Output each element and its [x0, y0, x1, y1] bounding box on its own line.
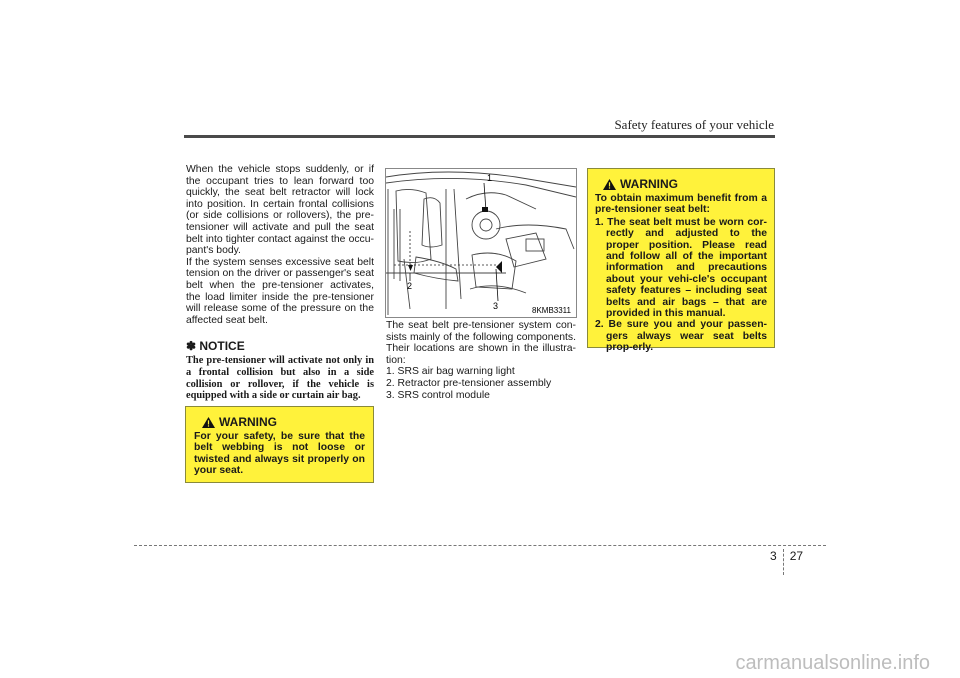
component-item-3: 3. SRS control module: [386, 389, 490, 401]
paragraph-load-limiter: If the system senses excessive seat belt tension on the driver or passenger's seat belt when the pre-tensioner activates, the load limiter inside the pre-tensioner will release some of the pressure on the affected seat belt.: [186, 256, 374, 326]
warning-list: [595, 217, 767, 354]
page-number-divider: [783, 549, 784, 575]
middle-column: [386, 320, 576, 401]
figure-code: 8KMB3311: [532, 306, 571, 315]
paragraph-retractor: When the vehicle stops suddenly, or if the occupant tries to lean forward too quickly, the seat belt retractor will lock into position. In certain frontal collisions (or side collisions or rollovers), the pre-tensioner will activate and pull the seat belt into tighter contact against the occu-pant's body.: [186, 164, 374, 257]
warning-title-text: WARNING: [620, 177, 678, 191]
warning-text: For your safety, be sure that the belt webbing is not loose or twisted and always sit properly on your seat.: [194, 431, 365, 477]
warning-title-text: WARNING: [219, 415, 277, 429]
component-item-1: 1. SRS air bag warning light: [386, 366, 515, 378]
component-item-2: 2. Retractor pre-tensioner assembly: [386, 377, 552, 389]
callout-1: 1: [487, 173, 493, 183]
warning-intro: To obtain maximum benefit from a pre-tensioner seat belt:: [595, 193, 767, 216]
header-rule: [184, 135, 775, 138]
warning-title: [202, 415, 365, 429]
warning-box-left: [185, 406, 374, 483]
warning-list-item: 1. The seat belt must be worn cor-rectly and adjusted to the proper position. Please read and follow all of the important information and precautions about your vehi-cle's occupant safety features – including seat belts and air bags – that are provided in this manual.: [595, 216, 767, 320]
warning-triangle-icon: [202, 417, 215, 428]
components-intro: The seat belt pre-tensioner system con-sists mainly of the following components. Their locations are shown in the illustra-tion:: [386, 320, 576, 366]
warning-triangle-icon: [603, 179, 616, 190]
callout-2: 2: [407, 281, 413, 291]
warning-title: [603, 177, 767, 191]
warning-box-right: [587, 168, 775, 354]
left-column: [186, 164, 374, 402]
car-interior-drawing: [386, 169, 576, 317]
section-number: 3: [770, 549, 777, 563]
callout-3: 3: [493, 301, 499, 311]
page-number-value: 27: [789, 549, 804, 563]
page-number: [770, 549, 803, 575]
warning-list-item: 2. Be sure you and your passen-gers always wear seat belts prop-erly.: [595, 319, 767, 354]
running-header: Safety features of your vehicle: [614, 117, 774, 132]
seat-belt-illustration: [385, 168, 577, 318]
notice-heading: ✽ NOTICE: [186, 339, 245, 354]
footer-rule: [134, 545, 826, 546]
watermark: carmanualsonline.info: [735, 652, 930, 674]
notice-body: The pre-tensioner will activate not only in a frontal collision but also in a side collision or rollover, if the vehicle is equipped with a side or curtain air bag.: [186, 354, 374, 402]
